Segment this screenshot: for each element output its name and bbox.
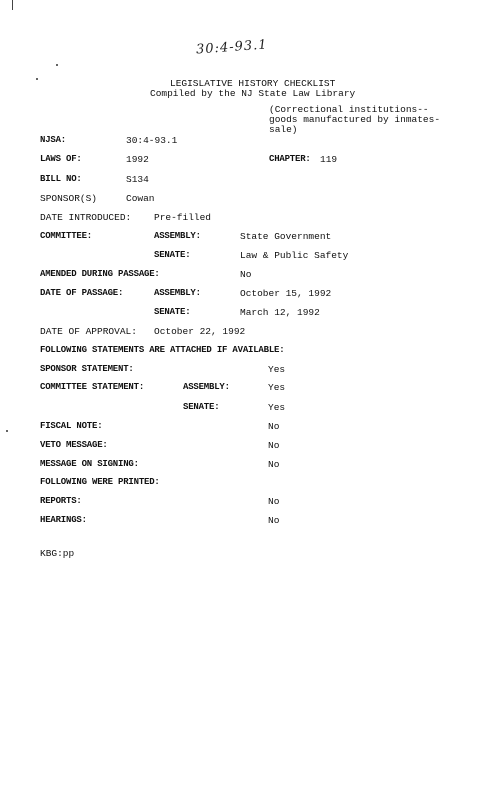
bill-no-value: S134 [126, 174, 149, 185]
page-title: LEGISLATIVE HISTORY CHECKLIST [170, 78, 336, 89]
message-on-signing-value: No [268, 459, 280, 470]
njsa-label: NJSA: [40, 135, 67, 145]
subject-note-line: goods manufactured by inmates- [269, 114, 441, 125]
scan-speck [6, 430, 8, 432]
amended-label: AMENDED DURING PASSAGE: [40, 269, 160, 279]
committee-statement-label: COMMITTEE STATEMENT: [40, 382, 145, 392]
njsa-value: 30:4-93.1 [126, 135, 178, 146]
preparer-initials: KBG:pp [40, 548, 75, 559]
message-on-signing-label: MESSAGE ON SIGNING: [40, 459, 139, 469]
date-introduced-value: Pre-filled [154, 212, 212, 223]
printed-heading: FOLLOWING WERE PRINTED: [40, 477, 160, 487]
sponsor-value: Cowan [126, 193, 155, 204]
passage-senate-value: March 12, 1992 [240, 307, 320, 318]
cs-senate-value: Yes [268, 402, 286, 413]
committee-label: COMMITTEE: [40, 231, 93, 241]
fiscal-note-value: No [268, 421, 280, 432]
date-of-passage-label: DATE OF PASSAGE: [40, 288, 124, 298]
passage-senate-label: SENATE: [154, 307, 191, 317]
date-of-approval-value: October 22, 1992 [154, 326, 246, 337]
veto-message-value: No [268, 440, 280, 451]
statements-heading: FOLLOWING STATEMENTS ARE ATTACHED IF AVAILABLE: [40, 345, 285, 355]
fiscal-note-label: FISCAL NOTE: [40, 421, 103, 431]
veto-message-label: VETO MESSAGE: [40, 440, 108, 450]
chapter-label: CHAPTER: [269, 154, 311, 164]
committee-senate-value: Law & Public Safety [240, 250, 349, 261]
scan-speck [36, 78, 38, 80]
amended-value: No [240, 269, 252, 280]
subject-note-line: (Correctional institutions-- [269, 104, 429, 115]
laws-of-label: LAWS OF: [40, 154, 82, 164]
passage-assembly-value: October 15, 1992 [240, 288, 332, 299]
laws-of-value: 1992 [126, 154, 149, 165]
cs-assembly-value: Yes [268, 382, 286, 393]
bill-no-label: BILL NO: [40, 174, 82, 184]
committee-assembly-value: State Government [240, 231, 332, 242]
passage-assembly-label: ASSEMBLY: [154, 288, 201, 298]
scan-edge-mark [12, 0, 13, 10]
hearings-value: No [268, 515, 280, 526]
cs-senate-label: SENATE: [183, 402, 220, 412]
chapter-value: 119 [320, 154, 338, 165]
cs-assembly-label: ASSEMBLY: [183, 382, 230, 392]
page-subtitle: Compiled by the NJ State Law Library [150, 88, 356, 99]
handwritten-statute-number: 30:4-93.1 [195, 37, 268, 58]
subject-note-line: sale) [269, 124, 298, 135]
scan-speck [56, 64, 58, 66]
date-of-approval-label: DATE OF APPROVAL: [40, 326, 137, 337]
reports-value: No [268, 496, 280, 507]
sponsor-statement-value: Yes [268, 364, 286, 375]
sponsor-label: SPONSOR(S) [40, 193, 98, 204]
date-introduced-label: DATE INTRODUCED: [40, 212, 132, 223]
committee-senate-label: SENATE: [154, 250, 191, 260]
hearings-label: HEARINGS: [40, 515, 87, 525]
reports-label: REPORTS: [40, 496, 82, 506]
committee-assembly-label: ASSEMBLY: [154, 231, 201, 241]
sponsor-statement-label: SPONSOR STATEMENT: [40, 364, 134, 374]
